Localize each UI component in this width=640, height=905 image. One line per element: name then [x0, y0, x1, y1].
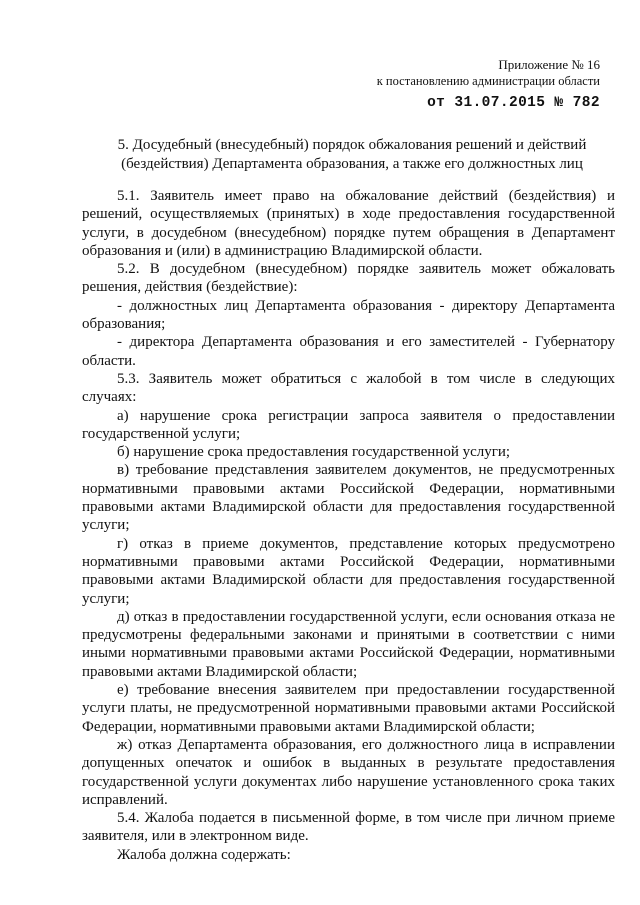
list-item-zh: ж) отказ Департамента образования, его должностного лица в исправлении допущенных опечаток и ошибок в выданных в результате предоставления государственной услуги документах либо нарушение установленного срока таких исправлений.	[82, 736, 615, 808]
paragraph-5-3: 5.3. Заявитель может обратиться с жалобой в том числе в следующих случаях:	[82, 370, 615, 406]
paragraph-5-1: 5.1. Заявитель имеет право на обжалование действий (бездействия) и решений, осуществляемых (принятых) в ходе предоставления государственной услуги, в досудебном (внесудебном) порядке путем обращения в Департамент образования и (или) в администрацию Владимирской области.	[82, 188, 615, 259]
list-item-officials: - должностных лиц Департамента образования - директору Департамента образования;	[82, 297, 615, 333]
list-item-b: б) нарушение срока предоставления государственной услуги;	[117, 444, 511, 461]
list-item-v: в) требование представления заявителем документов, не предусмотренных нормативными правовыми актами Российской Федерации, нормативными правовыми актами Владимирской области для предоставления государственной услуги;	[82, 462, 615, 534]
paragraph-5-4: 5.4. Жалоба подается в письменной форме, в том числе при личном приеме заявителя, или в электронном виде.	[82, 810, 615, 845]
list-item-e: е) требование внесения заявителем при предоставлении государственной услуги платы, не предусмотренной нормативными правовыми актами Российской Федерации, нормативными правовыми актами Владимирской области;	[82, 682, 615, 735]
list-item-g: г) отказ в приеме документов, представление которых предусмотрено нормативными правовыми актами Российской Федерации, нормативными правовыми актами Владимирской области для предоставления государственной услуги;	[82, 535, 615, 607]
list-item-director: - директора Департамента образования и его заместителей - Губернатору области.	[82, 334, 615, 369]
document-header	[377, 56, 600, 113]
appendix-label: Приложение № 16	[498, 57, 600, 72]
list-item-d: д) отказ в предоставлении государственной услуги, если основания отказа не предусмотрены федеральными законами и принятыми в соответствии с ними иными нормативными правовыми актами Российской Федерации, нормативными правовыми актами Владимирской области;	[82, 608, 615, 680]
date-number-stamp: от 31.07.2015 № 782	[427, 95, 600, 111]
decree-reference: к постановлению администрации области	[376, 74, 600, 88]
document-body	[82, 187, 615, 864]
list-item-a: а) нарушение срока регистрации запроса заявителя о предоставлении государственной услуги;	[82, 407, 615, 442]
section-title: 5. Досудебный (внесудебный) порядок обжалования решений и действий (бездействия) Департамента образования, а также его должностных лиц	[117, 137, 587, 172]
paragraph-5-2: 5.2. В досудебном (внесудебном) порядке заявитель может обжаловать решения, действия (бездействие):	[82, 261, 615, 296]
complaint-contents-intro: Жалоба должна содержать:	[117, 846, 291, 863]
